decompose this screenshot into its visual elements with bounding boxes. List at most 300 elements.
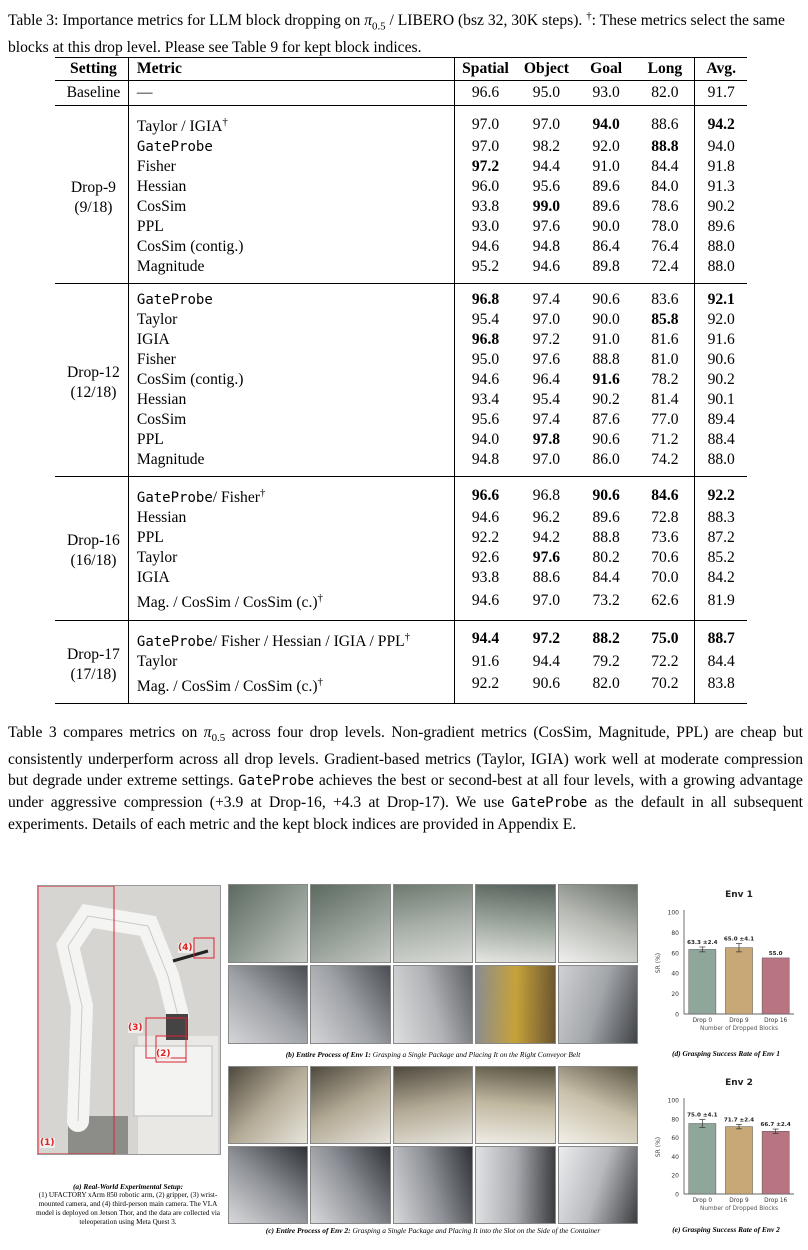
table-row [55,620,747,652]
value-text: 94.0 [707,138,735,156]
value-long [635,450,695,477]
value-text: 84.2 [707,569,735,587]
value-text: 94.2 [707,115,735,133]
value-goal [577,310,636,330]
value-spatial [454,508,516,528]
dagger-mark: † [404,630,411,643]
metric-name: CosSim (contig.) [136,238,244,256]
process-frame-image [310,1146,390,1224]
metric-name: CosSim [136,198,187,216]
value-text: 88.7 [707,630,735,648]
table-row [55,350,747,370]
metric-name: Taylor [136,549,178,567]
value-text: 72.8 [651,509,679,527]
robot-illustration [38,886,220,1154]
env1-bar-chart [650,882,800,1040]
caption-c [226,1226,640,1235]
value-text: 90.2 [592,391,620,409]
value-text: 87.6 [592,411,620,429]
process-frame-image [228,965,308,1044]
value-text: 94.8 [471,451,500,469]
caption-b-title: (b) Entire Process of Env 1: [285,1050,371,1059]
value-avg [695,284,747,311]
marker-3: (3) [128,1023,143,1033]
value-text: 88.2 [592,630,620,648]
para-text-3: achieves the best or second-best at all four levels, with a growing advantage under aggressive compression (+3.9 at Drop-16, +4.3 at Drop-17). We use [8,772,803,812]
value-text: 93.8 [471,198,500,216]
value-text: 96.8 [471,331,500,349]
value-long [635,106,695,138]
value-object [516,528,577,548]
value-text: 82.0 [592,675,620,693]
value-text: 77.0 [651,411,679,429]
value-text: 97.6 [532,549,561,567]
value-text: 73.2 [592,591,620,609]
value-text: 97.0 [532,115,561,133]
value-text: 84.4 [707,652,735,670]
value-text: 94.4 [471,630,500,648]
value-object [516,157,577,177]
metric-name: Fisher [136,351,176,369]
value-text: 92.2 [471,675,500,693]
value-long [635,177,695,197]
y-tick-label: 60 [671,1135,679,1143]
value-goal [577,508,636,528]
value-text: 97.0 [532,311,561,329]
process-frame-image [475,965,555,1044]
value-long [635,588,695,620]
para-gateprobe-1: GateProbe [238,773,315,790]
value-text: 94.6 [532,258,561,276]
value-long [635,620,695,652]
caption-d: (d) Grasping Success Rate of Env 1 [672,1049,780,1058]
value-avg [695,310,747,330]
value-goal [577,257,636,284]
metric-name: Hessian [136,509,187,527]
value-spatial [454,197,516,217]
value-text: 94.0 [471,431,500,449]
metric-name: Taylor [136,652,178,670]
value-text: 85.8 [651,311,679,329]
value-long [635,390,695,410]
value-long [635,237,695,257]
caption-label: Table 3: [8,12,59,30]
value-text: 72.2 [651,652,679,670]
data-label: 66.7 ±2.4 [760,1122,791,1129]
metric-cell [128,508,454,528]
y-tick-label: 0 [675,1011,679,1019]
value-text: 90.6 [592,291,620,309]
metric-cell [128,588,454,620]
value-text: 94.2 [532,529,561,547]
y-axis-label: SR (%) [655,1136,662,1158]
value-text: 90.6 [592,486,620,504]
setting-fraction: (16/18) [70,552,117,570]
value-text: 81.9 [707,591,735,609]
robot-setup-photo [37,885,221,1155]
table-row [55,330,747,350]
metric-cell [128,672,454,704]
process-frame-image [475,884,555,963]
metric-cell [128,528,454,548]
value-text: 88.0 [707,258,735,276]
header-object: Object [523,60,569,77]
y-axis-label: SR (%) [655,952,662,974]
y-tick-label: 20 [671,1172,679,1180]
value-long [635,310,695,330]
value-object [516,672,577,704]
value-text: 97.6 [532,351,561,369]
table-header-row [55,58,747,81]
value-goal [577,450,636,477]
chart-title: Env 2 [725,1078,753,1088]
metric-cell [128,197,454,217]
value-text: 96.8 [471,291,500,309]
value-text: 76.4 [651,238,679,256]
table-row [55,157,747,177]
value-text: 96.0 [471,178,500,196]
value-text: 97.4 [532,411,561,429]
value-text: 89.6 [592,509,620,527]
value-text: 89.6 [592,198,620,216]
value-text: 91.0 [592,331,620,349]
metric-cell [128,310,454,330]
value-text: 87.2 [707,529,735,547]
value-text: 93.0 [471,218,500,236]
header-metric: Metric [128,58,454,81]
process-frame-image [558,884,638,963]
value-text: 96.8 [532,486,561,504]
bar [689,1124,716,1195]
value-object [516,390,577,410]
value-text: 95.4 [532,391,561,409]
metric-name: / Fisher / Hessian / IGIA / PPL [212,632,405,650]
value-text: 92.2 [707,486,735,504]
value-text: 93.8 [471,569,500,587]
process-frame-image [393,1146,473,1224]
header-avg: Avg. [695,58,747,81]
metric-name: / Fisher [212,489,260,507]
value-goal [577,370,636,390]
value-avg [695,528,747,548]
value-text: 75.0 [651,630,679,648]
figure [0,880,808,1250]
env1-image-grid [228,884,638,1044]
para-pi-sub: 0.5 [211,732,226,745]
baseline-group [55,81,747,106]
process-frame-image [310,884,390,963]
value-long [635,197,695,217]
setting-label: Drop-16 [67,532,120,550]
process-frame-image [558,965,638,1044]
x-tick-label: Drop 9 [729,1198,749,1204]
table-row [55,310,747,330]
para-text-2: across four drop levels. Non-gradient metrics (CosSim, Magnitude, PPL) are cheap but consistently underperform across all drop levels. Gradient-based metrics (Taylor, IGIA) work well at moderate compression but degrade under extreme settings. [8,724,803,790]
metric-cell [128,106,454,138]
table-row [55,284,747,311]
baseline-setting: Baseline [55,81,128,106]
value-text: 95.0 [471,351,500,369]
setting-cell [55,620,128,703]
value-text: 92.0 [707,311,735,329]
value-text: 70.0 [651,569,679,587]
value-goal [577,548,636,568]
header-setting: Setting [55,58,128,81]
value-avg [695,330,747,350]
value-text: 94.4 [532,652,561,670]
metric-cell [128,370,454,390]
metric-cell [128,284,454,311]
metric-name: Mag. / CosSim / CosSim (c.) [136,677,318,695]
value-spatial [454,330,516,350]
value-text: 95.6 [532,178,561,196]
table-row [55,237,747,257]
value-long [635,430,695,450]
value-avg [695,106,747,138]
setting-cell [55,106,128,284]
value-object [516,410,577,430]
y-tick-label: 80 [671,1116,679,1124]
marker-2: (2) [156,1049,171,1059]
y-tick-label: 40 [671,970,679,978]
caption-text-a: Importance metrics for LLM block dropping on [62,12,361,30]
table-row [55,450,747,477]
value-spatial [454,237,516,257]
process-frame-image [228,884,308,963]
value-goal [577,197,636,217]
metric-name: PPL [136,529,164,547]
value-text: 91.6 [707,331,735,349]
value-avg [695,477,747,509]
metric-name-mono: GateProbe [136,633,213,650]
table-row [55,528,747,548]
metric-name: Magnitude [136,451,205,469]
para-text-1: Table 3 compares metrics on [8,724,198,741]
value-spatial [454,548,516,568]
value-text: 91.6 [592,371,620,389]
dagger-mark: † [317,675,323,688]
caption-a-text: (1) UFACTORY xArm 850 robotic arm, (2) gripper, (3) wrist-mounted camera, and (4) third-person main camera. The VLA model is deployed on Jetson Thor, and the data are collected via teleoperation using Meta Quest 3. [36,1191,220,1226]
x-tick-label: Drop 16 [764,1018,788,1024]
value-text: 78.0 [651,218,679,236]
setting-cell [55,477,128,620]
group-drop-9 [55,106,747,284]
value-text: 88.0 [707,238,735,256]
value-text: 89.4 [707,411,735,429]
table-row [55,430,747,450]
value-text: 79.2 [592,652,620,670]
value-avg [695,548,747,568]
setting-fraction: (9/18) [74,198,113,216]
para-pi: π [203,724,212,741]
value-goal [577,652,636,672]
value-spatial [454,652,516,672]
value-text: 97.8 [532,431,561,449]
metric-name: Hessian [136,178,187,196]
value-long [635,477,695,509]
value-avg [695,568,747,588]
value-long [635,548,695,568]
value-text: 72.4 [651,258,679,276]
metric-name: GateProbe [136,139,213,156]
value-goal [577,620,636,652]
setting-label: Drop-12 [67,364,120,382]
metric-name: CosSim [136,411,187,429]
process-frame-image [228,1146,308,1224]
table-row [55,257,747,284]
metric-cell [128,450,454,477]
value-long [635,410,695,430]
marker-1: (1) [40,1138,55,1148]
value-text: 97.2 [471,158,500,176]
metric-name: IGIA [136,569,170,587]
process-frame-image [393,884,473,963]
value-long [635,350,695,370]
value-avg [695,237,747,257]
value-long [635,672,695,704]
para-text-4: as the default in all subsequent experiments. Details of each metric and the kept block indices are provided in Appendix E. [8,794,803,834]
table-row [55,410,747,430]
value-text: 96.4 [532,371,561,389]
value-object [516,370,577,390]
value-object [516,177,577,197]
value-avg [695,450,747,477]
caption-dagger: † [586,10,592,22]
value-text: 97.0 [471,138,500,156]
metric-cell [128,390,454,410]
value-object [516,652,577,672]
value-spatial [454,350,516,370]
table-row [55,197,747,217]
table-row [55,652,747,672]
value-text: 92.0 [592,138,620,156]
value-long [635,217,695,237]
value-text: 88.8 [592,529,620,547]
value-spatial [454,450,516,477]
value-text: 91.0 [592,158,620,176]
value-text: 97.0 [532,451,561,469]
value-spatial [454,390,516,410]
value-goal [577,430,636,450]
value-long [635,652,695,672]
metric-cell [128,620,454,652]
y-tick-label: 0 [675,1191,679,1199]
metric-name: Taylor / IGIA [136,118,223,136]
value-goal [577,672,636,704]
value-goal [577,350,636,370]
value-spatial [454,310,516,330]
metric-name: Taylor [136,311,178,329]
caption-b [226,1050,640,1059]
value-spatial [454,568,516,588]
value-avg [695,370,747,390]
value-avg [695,197,747,217]
value-text: 84.4 [592,569,620,587]
table-row [55,568,747,588]
value-text: 73.6 [651,529,679,547]
metric-cell [128,137,454,157]
metric-name: Magnitude [136,258,205,276]
value-object [516,137,577,157]
value-avg [695,672,747,704]
metric-cell [128,217,454,237]
bar [762,958,789,1014]
value-text: 88.0 [707,451,735,469]
value-text: 89.6 [592,178,620,196]
value-text: 96.2 [532,509,561,527]
baseline-avg: 91.7 [695,81,747,106]
value-text: 80.2 [592,549,620,567]
value-long [635,508,695,528]
table-row [55,177,747,197]
value-long [635,528,695,548]
baseline-long: 82.0 [651,84,679,101]
value-avg [695,390,747,410]
caption-c-text: Grasping a Single Package and Placing It into the Slot on the Side of the Container [352,1226,601,1235]
y-tick-label: 60 [671,950,679,958]
metric-cell [128,257,454,284]
value-goal [577,106,636,138]
value-goal [577,217,636,237]
baseline-metric: — [128,81,454,106]
process-frame-image [475,1066,555,1144]
value-goal [577,390,636,410]
value-spatial [454,672,516,704]
value-long [635,330,695,350]
setting-fraction: (17/18) [70,665,117,683]
metric-cell [128,350,454,370]
value-text: 94.6 [471,238,500,256]
value-goal [577,157,636,177]
value-spatial [454,370,516,390]
caption-c-title: (c) Entire Process of Env 2: [265,1226,351,1235]
value-long [635,370,695,390]
metric-cell [128,410,454,430]
dagger-mark: † [317,592,323,605]
process-frame-image [310,1066,390,1144]
value-long [635,137,695,157]
caption-a-title: (a) Real-World Experimental Setup: [72,1182,184,1191]
body-paragraph [8,722,803,835]
value-goal [577,568,636,588]
value-avg [695,177,747,197]
value-object [516,588,577,620]
value-text: 97.0 [471,115,500,133]
value-text: 86.4 [592,238,620,256]
metric-name: Mag. / CosSim / CosSim (c.) [136,594,318,612]
value-avg [695,137,747,157]
value-text: 83.8 [707,675,735,693]
value-spatial [454,106,516,138]
y-tick-label: 100 [667,909,679,917]
value-avg [695,350,747,370]
value-text: 91.8 [707,158,735,176]
value-text: 92.6 [471,549,500,567]
value-object [516,548,577,568]
value-text: 71.2 [651,431,679,449]
value-text: 97.4 [532,291,561,309]
value-text: 70.2 [651,675,679,693]
value-text: 95.4 [471,311,500,329]
value-goal [577,588,636,620]
chart-title: Env 1 [725,890,753,900]
value-text: 89.8 [592,258,620,276]
value-text: 83.6 [651,291,679,309]
env2-image-grid [228,1066,638,1224]
value-text: 70.6 [651,549,679,567]
bar [689,949,716,1014]
metric-name: IGIA [136,331,170,349]
